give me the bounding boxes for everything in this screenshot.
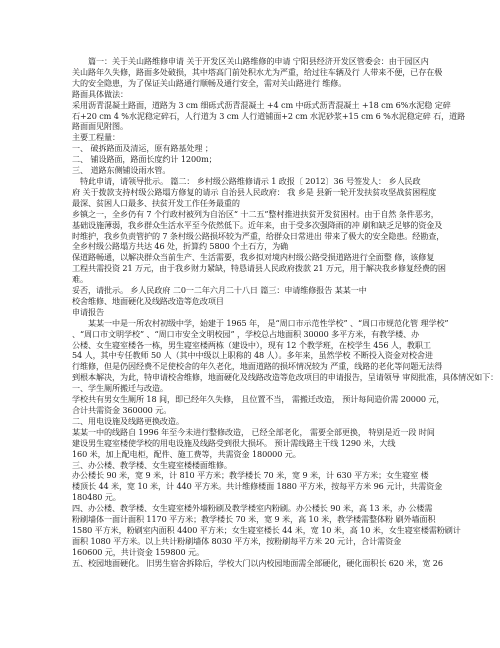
document-line: 54 人，其中专任教师 50 人（其中中级以上职称的 48 人）。多年来，虽然学校 不断投入资金对校舍进: [72, 350, 433, 361]
document-line: 1580 平方米，粉刷室内面积 4400 平方米；女生寝室楼长 44 米，宽 10 米，高 10 米，女生寝室楼需粉刷计: [72, 524, 461, 535]
document-line: 楼顶长 44 米，宽 10 米，计 440 平方米。共计维修楼面 1880 平方米，按每平方米 96 元计，共需资金: [72, 481, 443, 492]
document-line: 路面面见附图。: [72, 121, 128, 132]
document-line: 五、校园地面硬化。 旧男生宿舍拆除后，学校大门以内校园地面需全部硬化，硬化面积长 620 米，宽 26: [72, 557, 443, 568]
document-line: 一、学生厕所搬迁与改造。: [72, 383, 168, 394]
document-line: 合计共需资金 360000 元。: [72, 405, 172, 415]
document-line: 三、 道路东侧铺设雨水管。: [72, 165, 171, 176]
document-line: 校舍维修、地面硬化及线路改造等危改项目: [72, 295, 224, 306]
document-body: [72, 56, 499, 569]
document-line: 难。: [72, 274, 88, 285]
document-line: 关山路年久失修，路面多处破损，其中塔高门前处积水尤为严重，给过往车辆及行 人带来不便，已存在极: [72, 66, 443, 77]
document-line: 160600 元，共计资金 159800 元。: [72, 546, 204, 557]
document-line: 三、办公楼、教学楼、女生寝室楼楼面维修。: [72, 459, 232, 470]
document-line: 大的安全隐患，为了保证关山路通行顺畅及通行安全，需对关山路进行 维修。: [72, 77, 347, 88]
document-line: 基础设施薄弱，我乡群众生活水平至今依然低下。近年来，由于受多次强降雨的冲 刷和缺乏足够的资金及: [72, 219, 443, 230]
document-line: 申请报告: [72, 306, 104, 317]
document-line: 妥否，请批示。 乡人民政府 二0一二年六月二十八日 篇三：申请维修报告 某某一中: [72, 285, 367, 296]
document-line: 学校共有男女生厕所 18 间，即已经年久失修， 且位置不当， 需搬迁改造， 预计每间造价需 20000 元，: [72, 394, 445, 405]
document-line: 二、 铺设路面，路面长度约计 1200m；: [72, 154, 217, 165]
document-line: 办公楼长 90 米，宽 9 米，计 810 平方米；教学楼长 70 米，宽 9 米，计 630 平方米；女生寝室 楼: [72, 470, 429, 481]
document-line: 工程共需投资 21 万元，由于我乡财力紧缺，特恳请县人民政府拨款 21 万元，用于解决我乡修复经费的困: [72, 263, 446, 274]
document-line: 二、用电设施及线路更换改造。: [72, 415, 184, 426]
document-line: 最深、贫困人口最多、扶贫开发工作任务最重的: [72, 197, 240, 208]
document-line: 采用沥青混凝土路面，道路为 3 cm 细砾式沥青混凝土 +4 cm 中砾式沥青混凝土 +18 cm 6%水泥稳 定碎: [72, 99, 451, 110]
document-line: 公楼、女生寝室楼各一栋，男生寝室楼两栋（建设中），现有 12 个教学班，在校学生 456 人，教职工: [72, 339, 431, 350]
document-line: 府 关于拨款支持村级公路塌方修复的请示 自治县人民政府： 我 乡是 县新一轮开发扶贫攻坚战贫困程度: [72, 186, 437, 197]
document-line: 某某一中的线路自 1996 年至今未进行整修改造， 已经全部老化， 需要全部更换， 特别是近一段 时间: [72, 426, 435, 437]
document-line: 到根本解决，为此，特申请校舍维修，地面硬化及线路改造等危改项目的申请报告，呈请领导 审阅批准，具体情况如下：: [72, 372, 499, 383]
document-line: 保道路畅通，以解决群众当前生产、生活需要，我乡拟对境内村级公路受损道路进行全面整 修，该修复: [72, 252, 435, 263]
document-line: 180480 元。: [72, 492, 121, 503]
document-line: 建设男生寝室楼使学校的用电设施及线路受到很大损坏。 预计需线路主干线 1290 米，大线: [72, 437, 396, 448]
document-line: 四、办公楼、教学楼、女生寝室楼外墙粉刷及教学楼室内粉刷。办公楼长 90 米，高 13 米，办 公楼需: [72, 503, 433, 514]
document-line: 某某一中是一所农村初级中学，始建于 1965 年， 是“周口市示范性学校” 、“周口市规范化管 理学校”: [88, 317, 449, 328]
document-line: 特此申请，请领导批示。 篇二： 乡村级公路维修请示 1 政报〔 2012〕36 号签发人： 乡人民政: [80, 175, 421, 186]
document-line: 路面具体做法：: [72, 88, 128, 99]
document-line: 行维修，但是仍因经费不足使校舍的年久老化，地面道路的损坏情况较为 严重，线路的老化等问题无法得: [72, 361, 443, 372]
document-line: 乡镇之一，全乡仍有 7 个行政村被列为自治区“ 十二五”整村推进扶贫开发贫困村。由于自然 条件恶劣，: [72, 208, 439, 219]
document-line: 全乡村级公路塌方共达 46 处，折算约 5800 个土石方，为确: [72, 241, 289, 252]
document-line: 时维护，我乡负责管护的 7 条村级公路损坏较为严重，给群众日常进出 带来了极大的安全隐患。经勘查，: [72, 230, 445, 241]
document-line: 、“周口市文明学校” 、“周口市安全文明校园” ，学校总占地面积 30000 多平方米，有教学楼、办: [72, 328, 420, 339]
document-line: 面积 1080 平方米。以上共计粉刷墙体 8030 平方米，按粉刷每平方米 20 元计，合计需资金: [72, 535, 402, 546]
document-line: 一、 破拆路面及清运，原有路基处理 ；: [72, 143, 213, 154]
document-line: 主要工程量：: [72, 132, 120, 143]
document-line: 石+20 cm 4 %水泥稳定碎石，人行道为 3 cm 人行道铺面+2 cm 水泥砂浆+15 cm 6 %水泥稳定碎 石，道路: [72, 110, 466, 121]
document-line: 粉刷墙体一面计面积 1170 平方米；教学楼长 70 米，宽 9 米，高 10 米，教学楼需整体粉 刷外墙面积: [72, 514, 436, 525]
document-line: 160 米，加上配电柜，配件、施工费等，共需资金 180000 元。: [72, 448, 301, 459]
document-line: 篇一：关于关山路维修申请 关于开发区关山路维修的申请 宁阳县经济开发区管委会：由于园区内: [88, 56, 429, 66]
